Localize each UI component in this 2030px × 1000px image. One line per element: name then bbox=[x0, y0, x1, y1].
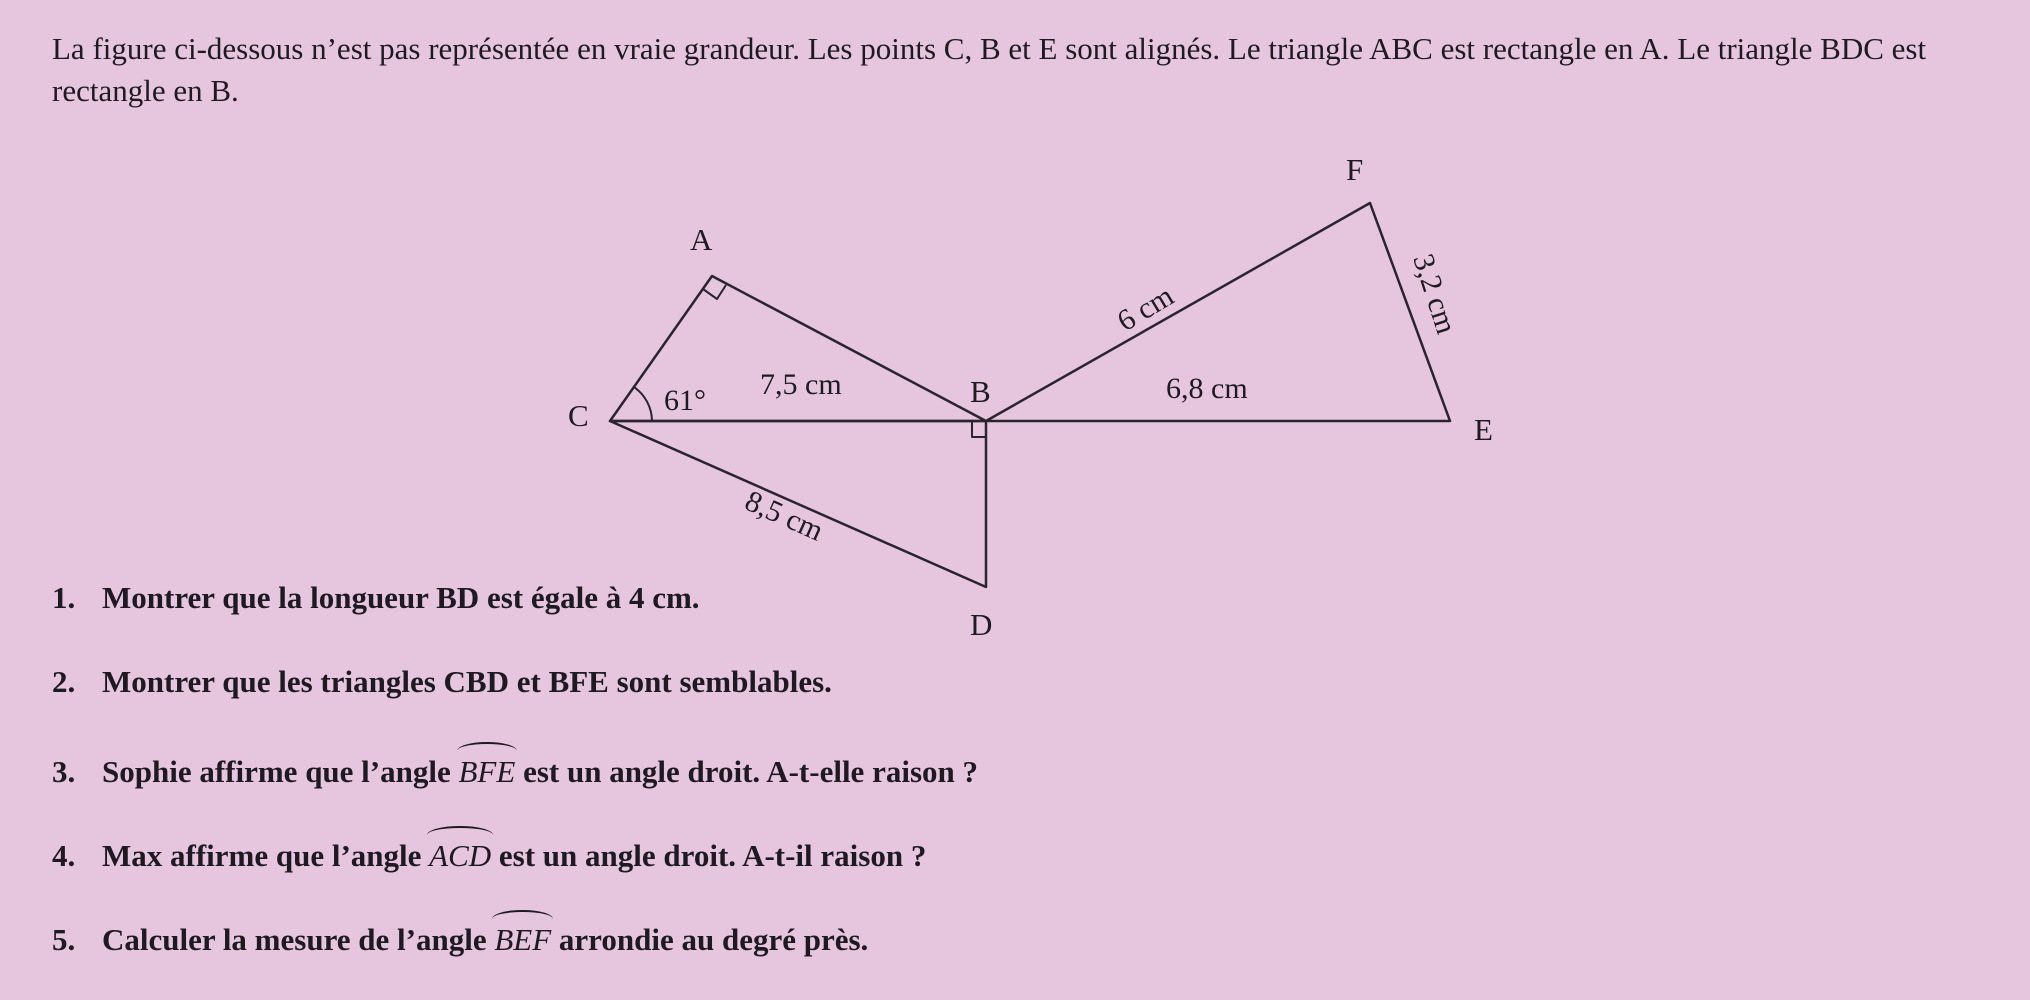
length-bf-label: 6 cm bbox=[1111, 279, 1180, 339]
question-text-after: est un angle droit. A-t-il raison ? bbox=[498, 838, 927, 873]
question-text-after: est un angle droit. A-t-elle raison ? bbox=[523, 754, 978, 789]
question-number: 2. bbox=[52, 664, 76, 699]
question-text: Montrer que les triangles CBD et BFE sont semblables. bbox=[102, 664, 832, 699]
problem-statement: La figure ci-dessous n’est pas représentée en vraie grandeur. Les points C, B et E sont alignés. Le triangle ABC est rectangle en A. Le triangle BDC est rectangle en B. bbox=[52, 31, 1927, 108]
question-text-before: Calculer la mesure de l’angle bbox=[102, 922, 487, 957]
point-a: A bbox=[690, 222, 713, 257]
right-angle-mark-a bbox=[703, 285, 726, 299]
angle-acd bbox=[429, 832, 491, 874]
question-3 bbox=[52, 748, 978, 790]
length-fe-label: 3,2 cm bbox=[1406, 249, 1463, 338]
question-number: 5. bbox=[52, 922, 76, 957]
question-2 bbox=[52, 664, 832, 700]
question-4 bbox=[52, 832, 926, 874]
point-f: F bbox=[1346, 152, 1364, 187]
question-number: 4. bbox=[52, 838, 76, 873]
angle-hat bbox=[427, 826, 493, 844]
length-cb-label: 7,5 cm bbox=[760, 368, 842, 401]
question-1 bbox=[52, 580, 700, 616]
point-c: C bbox=[568, 398, 589, 433]
question-text-after: arrondie au degré près. bbox=[558, 922, 869, 957]
question-number: 1. bbox=[52, 580, 76, 615]
right-angle-mark-b bbox=[972, 421, 986, 437]
angle-name: ACD bbox=[429, 838, 492, 873]
question-number: 3. bbox=[52, 754, 76, 789]
point-e: E bbox=[1474, 412, 1493, 447]
length-cd-label: 8,5 cm bbox=[740, 484, 829, 548]
angle-name: BFE bbox=[458, 754, 516, 789]
angle-bef bbox=[494, 916, 551, 958]
question-5 bbox=[52, 916, 868, 958]
point-b: B bbox=[970, 374, 991, 409]
question-text-before: Sophie affirme que l’angle bbox=[102, 754, 451, 789]
question-text-before: Max affirme que l’angle bbox=[102, 838, 422, 873]
angle-arc-c bbox=[634, 387, 652, 421]
angle-bfe bbox=[459, 748, 516, 790]
angle-c-label: 61° bbox=[664, 384, 706, 417]
point-d: D bbox=[970, 607, 993, 642]
question-text: Montrer que la longueur BD est égale à 4 cm. bbox=[102, 580, 700, 615]
angle-name: BEF bbox=[494, 922, 552, 957]
length-be-label: 6,8 cm bbox=[1166, 372, 1248, 405]
angle-hat bbox=[492, 910, 553, 928]
angle-hat bbox=[457, 742, 518, 760]
